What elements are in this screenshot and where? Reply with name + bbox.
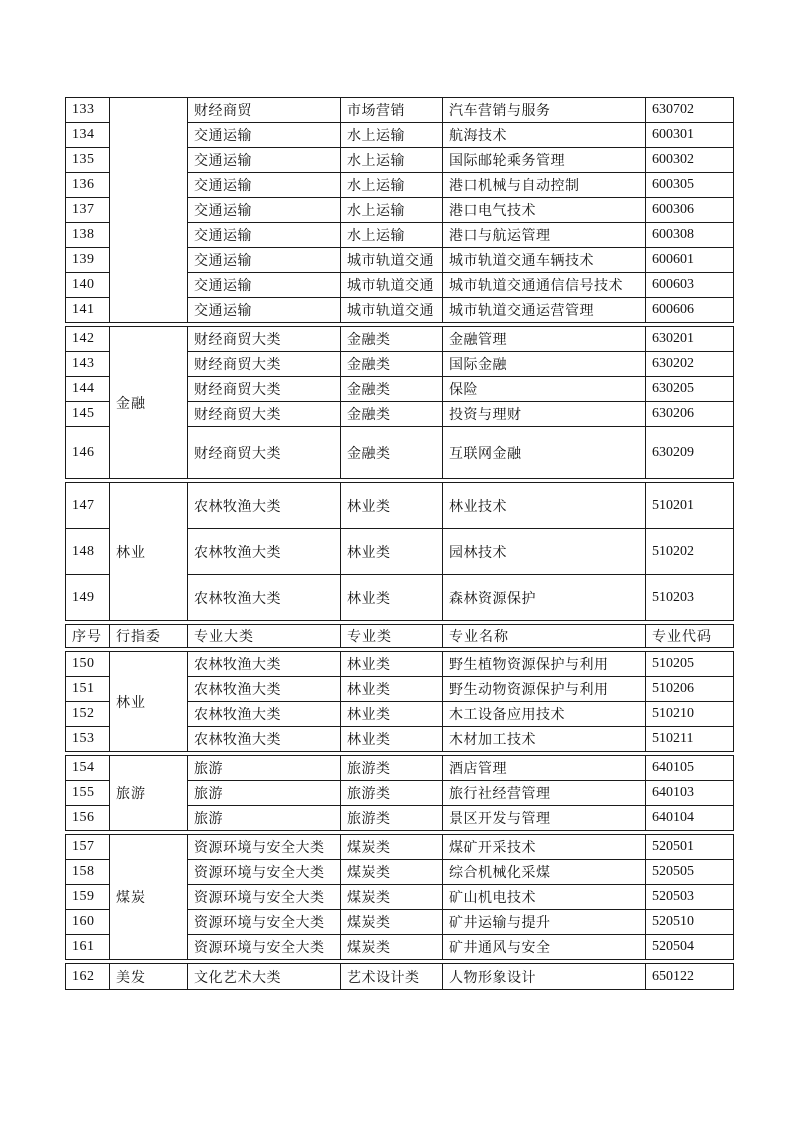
header-cell-name: 专业名称 xyxy=(443,625,646,648)
cell-major-code: 640105 xyxy=(646,756,734,781)
cell-major-name: 矿井通风与安全 xyxy=(443,935,646,960)
cell-serial-number: 159 xyxy=(66,885,110,910)
cell-major-name: 城市轨道交通车辆技术 xyxy=(443,248,646,273)
table-row xyxy=(66,964,734,990)
cell-major-code: 600606 xyxy=(646,298,734,323)
cell-major-name: 城市轨道交通运营管理 xyxy=(443,298,646,323)
header-row xyxy=(66,625,734,648)
cell-major-category: 财经商贸大类 xyxy=(188,427,341,479)
cell-major-category: 文化艺术大类 xyxy=(188,964,341,990)
cell-serial-number: 161 xyxy=(66,935,110,960)
cell-serial-number: 136 xyxy=(66,173,110,198)
cell-major-class: 市场营销 xyxy=(341,98,443,123)
cell-major-class: 金融类 xyxy=(341,427,443,479)
cell-industry-committee: 煤炭 xyxy=(110,835,188,960)
major-group-table xyxy=(65,482,734,621)
cell-major-name: 森林资源保护 xyxy=(443,575,646,621)
cell-major-name: 林业技术 xyxy=(443,483,646,529)
cell-major-category: 农林牧渔大类 xyxy=(188,652,341,677)
cell-major-name: 综合机械化采煤 xyxy=(443,860,646,885)
cell-serial-number: 151 xyxy=(66,677,110,702)
cell-major-category: 农林牧渔大类 xyxy=(188,702,341,727)
cell-major-category: 交通运输 xyxy=(188,198,341,223)
header-cell-code: 专业代码 xyxy=(646,625,734,648)
cell-major-name: 矿井运输与提升 xyxy=(443,910,646,935)
major-group-table xyxy=(65,97,734,323)
cell-major-code: 600302 xyxy=(646,148,734,173)
cell-major-name: 园林技术 xyxy=(443,529,646,575)
cell-major-category: 资源环境与安全大类 xyxy=(188,835,341,860)
cell-major-code: 510201 xyxy=(646,483,734,529)
cell-serial-number: 133 xyxy=(66,98,110,123)
cell-major-name: 港口与航运管理 xyxy=(443,223,646,248)
cell-major-code: 650122 xyxy=(646,964,734,990)
cell-major-class: 金融类 xyxy=(341,402,443,427)
cell-serial-number: 153 xyxy=(66,727,110,752)
table-row xyxy=(66,835,734,860)
cell-major-class: 水上运输 xyxy=(341,148,443,173)
cell-major-code: 510205 xyxy=(646,652,734,677)
cell-major-code: 630209 xyxy=(646,427,734,479)
cell-major-name: 人物形象设计 xyxy=(443,964,646,990)
cell-major-code: 520503 xyxy=(646,885,734,910)
cell-major-category: 农林牧渔大类 xyxy=(188,483,341,529)
cell-major-name: 木材加工技术 xyxy=(443,727,646,752)
cell-major-category: 交通运输 xyxy=(188,248,341,273)
major-group-table xyxy=(65,326,734,479)
catalog-table-stack xyxy=(65,97,733,993)
cell-major-class: 林业类 xyxy=(341,483,443,529)
cell-major-class: 煤炭类 xyxy=(341,860,443,885)
cell-major-name: 国际金融 xyxy=(443,352,646,377)
cell-major-name: 野生动物资源保护与利用 xyxy=(443,677,646,702)
cell-major-code: 600603 xyxy=(646,273,734,298)
cell-major-code: 520501 xyxy=(646,835,734,860)
cell-serial-number: 141 xyxy=(66,298,110,323)
cell-major-code: 600306 xyxy=(646,198,734,223)
cell-serial-number: 158 xyxy=(66,860,110,885)
major-group-table xyxy=(65,755,734,831)
major-group-table xyxy=(65,834,734,960)
cell-major-name: 汽车营销与服务 xyxy=(443,98,646,123)
cell-major-category: 财经商贸大类 xyxy=(188,377,341,402)
cell-major-code: 510211 xyxy=(646,727,734,752)
cell-major-code: 630201 xyxy=(646,327,734,352)
cell-major-class: 水上运输 xyxy=(341,123,443,148)
cell-major-name: 酒店管理 xyxy=(443,756,646,781)
cell-major-class: 水上运输 xyxy=(341,223,443,248)
cell-major-class: 煤炭类 xyxy=(341,835,443,860)
cell-major-class: 煤炭类 xyxy=(341,935,443,960)
cell-major-class: 林业类 xyxy=(341,727,443,752)
cell-major-name: 互联网金融 xyxy=(443,427,646,479)
table-row xyxy=(66,98,734,123)
header-cell-serial: 序号 xyxy=(66,625,110,648)
cell-major-class: 金融类 xyxy=(341,377,443,402)
cell-major-code: 600308 xyxy=(646,223,734,248)
major-group-table xyxy=(65,963,734,990)
major-group-table xyxy=(65,651,734,752)
cell-major-class: 金融类 xyxy=(341,352,443,377)
table-row xyxy=(66,652,734,677)
cell-serial-number: 162 xyxy=(66,964,110,990)
cell-serial-number: 148 xyxy=(66,529,110,575)
cell-major-category: 农林牧渔大类 xyxy=(188,575,341,621)
cell-major-category: 交通运输 xyxy=(188,223,341,248)
cell-major-category: 旅游 xyxy=(188,806,341,831)
cell-major-class: 林业类 xyxy=(341,652,443,677)
cell-serial-number: 157 xyxy=(66,835,110,860)
cell-major-name: 保险 xyxy=(443,377,646,402)
table-row xyxy=(66,327,734,352)
cell-major-name: 城市轨道交通通信信号技术 xyxy=(443,273,646,298)
cell-major-category: 农林牧渔大类 xyxy=(188,727,341,752)
cell-major-category: 资源环境与安全大类 xyxy=(188,935,341,960)
cell-major-code: 640103 xyxy=(646,781,734,806)
cell-major-name: 煤矿开采技术 xyxy=(443,835,646,860)
cell-serial-number: 135 xyxy=(66,148,110,173)
cell-major-class: 城市轨道交通 xyxy=(341,248,443,273)
cell-major-category: 农林牧渔大类 xyxy=(188,529,341,575)
cell-major-name: 矿山机电技术 xyxy=(443,885,646,910)
cell-major-code: 630206 xyxy=(646,402,734,427)
cell-major-class: 金融类 xyxy=(341,327,443,352)
cell-major-name: 木工设备应用技术 xyxy=(443,702,646,727)
cell-major-code: 630202 xyxy=(646,352,734,377)
cell-major-code: 510202 xyxy=(646,529,734,575)
cell-major-code: 630205 xyxy=(646,377,734,402)
cell-major-class: 煤炭类 xyxy=(341,885,443,910)
cell-major-category: 财经商贸大类 xyxy=(188,402,341,427)
table-row xyxy=(66,756,734,781)
cell-major-category: 财经商贸大类 xyxy=(188,327,341,352)
cell-major-name: 港口电气技术 xyxy=(443,198,646,223)
cell-major-category: 交通运输 xyxy=(188,298,341,323)
cell-major-category: 交通运输 xyxy=(188,273,341,298)
cell-major-category: 资源环境与安全大类 xyxy=(188,860,341,885)
cell-major-class: 旅游类 xyxy=(341,806,443,831)
cell-major-category: 交通运输 xyxy=(188,123,341,148)
cell-major-code: 520505 xyxy=(646,860,734,885)
cell-major-code: 520504 xyxy=(646,935,734,960)
cell-serial-number: 142 xyxy=(66,327,110,352)
cell-major-name: 景区开发与管理 xyxy=(443,806,646,831)
cell-serial-number: 143 xyxy=(66,352,110,377)
cell-major-name: 旅行社经营管理 xyxy=(443,781,646,806)
cell-major-class: 城市轨道交通 xyxy=(341,298,443,323)
cell-serial-number: 145 xyxy=(66,402,110,427)
cell-industry-committee: 金融 xyxy=(110,327,188,479)
cell-major-class: 水上运输 xyxy=(341,173,443,198)
cell-major-code: 510206 xyxy=(646,677,734,702)
cell-major-code: 600305 xyxy=(646,173,734,198)
cell-serial-number: 152 xyxy=(66,702,110,727)
cell-serial-number: 146 xyxy=(66,427,110,479)
cell-major-name: 国际邮轮乘务管理 xyxy=(443,148,646,173)
cell-serial-number: 139 xyxy=(66,248,110,273)
cell-major-class: 艺术设计类 xyxy=(341,964,443,990)
cell-major-name: 航海技术 xyxy=(443,123,646,148)
cell-industry-committee: 林业 xyxy=(110,483,188,621)
cell-major-class: 林业类 xyxy=(341,575,443,621)
cell-major-class: 煤炭类 xyxy=(341,910,443,935)
cell-major-code: 510203 xyxy=(646,575,734,621)
cell-major-code: 600301 xyxy=(646,123,734,148)
table-row xyxy=(66,483,734,529)
cell-serial-number: 155 xyxy=(66,781,110,806)
cell-serial-number: 138 xyxy=(66,223,110,248)
cell-serial-number: 149 xyxy=(66,575,110,621)
cell-major-name: 投资与理财 xyxy=(443,402,646,427)
cell-major-name: 野生植物资源保护与利用 xyxy=(443,652,646,677)
cell-serial-number: 154 xyxy=(66,756,110,781)
cell-major-category: 农林牧渔大类 xyxy=(188,677,341,702)
cell-major-class: 旅游类 xyxy=(341,781,443,806)
header-cell-class: 专业类 xyxy=(341,625,443,648)
cell-major-name: 金融管理 xyxy=(443,327,646,352)
header-cell-committee: 行指委 xyxy=(110,625,188,648)
cell-major-class: 水上运输 xyxy=(341,198,443,223)
cell-major-category: 交通运输 xyxy=(188,148,341,173)
cell-major-code: 510210 xyxy=(646,702,734,727)
cell-serial-number: 150 xyxy=(66,652,110,677)
cell-industry-committee xyxy=(110,98,188,323)
cell-serial-number: 147 xyxy=(66,483,110,529)
cell-major-class: 旅游类 xyxy=(341,756,443,781)
cell-major-category: 资源环境与安全大类 xyxy=(188,885,341,910)
cell-major-category: 旅游 xyxy=(188,756,341,781)
header-cell-category: 专业大类 xyxy=(188,625,341,648)
cell-major-category: 财经商贸 xyxy=(188,98,341,123)
cell-major-class: 林业类 xyxy=(341,702,443,727)
cell-industry-committee: 旅游 xyxy=(110,756,188,831)
column-header-table xyxy=(65,624,734,648)
cell-serial-number: 156 xyxy=(66,806,110,831)
cell-serial-number: 140 xyxy=(66,273,110,298)
cell-industry-committee: 林业 xyxy=(110,652,188,752)
cell-major-category: 财经商贸大类 xyxy=(188,352,341,377)
cell-major-category: 交通运输 xyxy=(188,173,341,198)
cell-major-category: 旅游 xyxy=(188,781,341,806)
cell-major-class: 林业类 xyxy=(341,529,443,575)
cell-serial-number: 160 xyxy=(66,910,110,935)
cell-industry-committee: 美发 xyxy=(110,964,188,990)
cell-serial-number: 137 xyxy=(66,198,110,223)
cell-major-code: 520510 xyxy=(646,910,734,935)
cell-serial-number: 134 xyxy=(66,123,110,148)
cell-major-name: 港口机械与自动控制 xyxy=(443,173,646,198)
cell-major-class: 林业类 xyxy=(341,677,443,702)
cell-major-code: 640104 xyxy=(646,806,734,831)
cell-major-class: 城市轨道交通 xyxy=(341,273,443,298)
cell-major-category: 资源环境与安全大类 xyxy=(188,910,341,935)
cell-serial-number: 144 xyxy=(66,377,110,402)
cell-major-code: 630702 xyxy=(646,98,734,123)
cell-major-code: 600601 xyxy=(646,248,734,273)
